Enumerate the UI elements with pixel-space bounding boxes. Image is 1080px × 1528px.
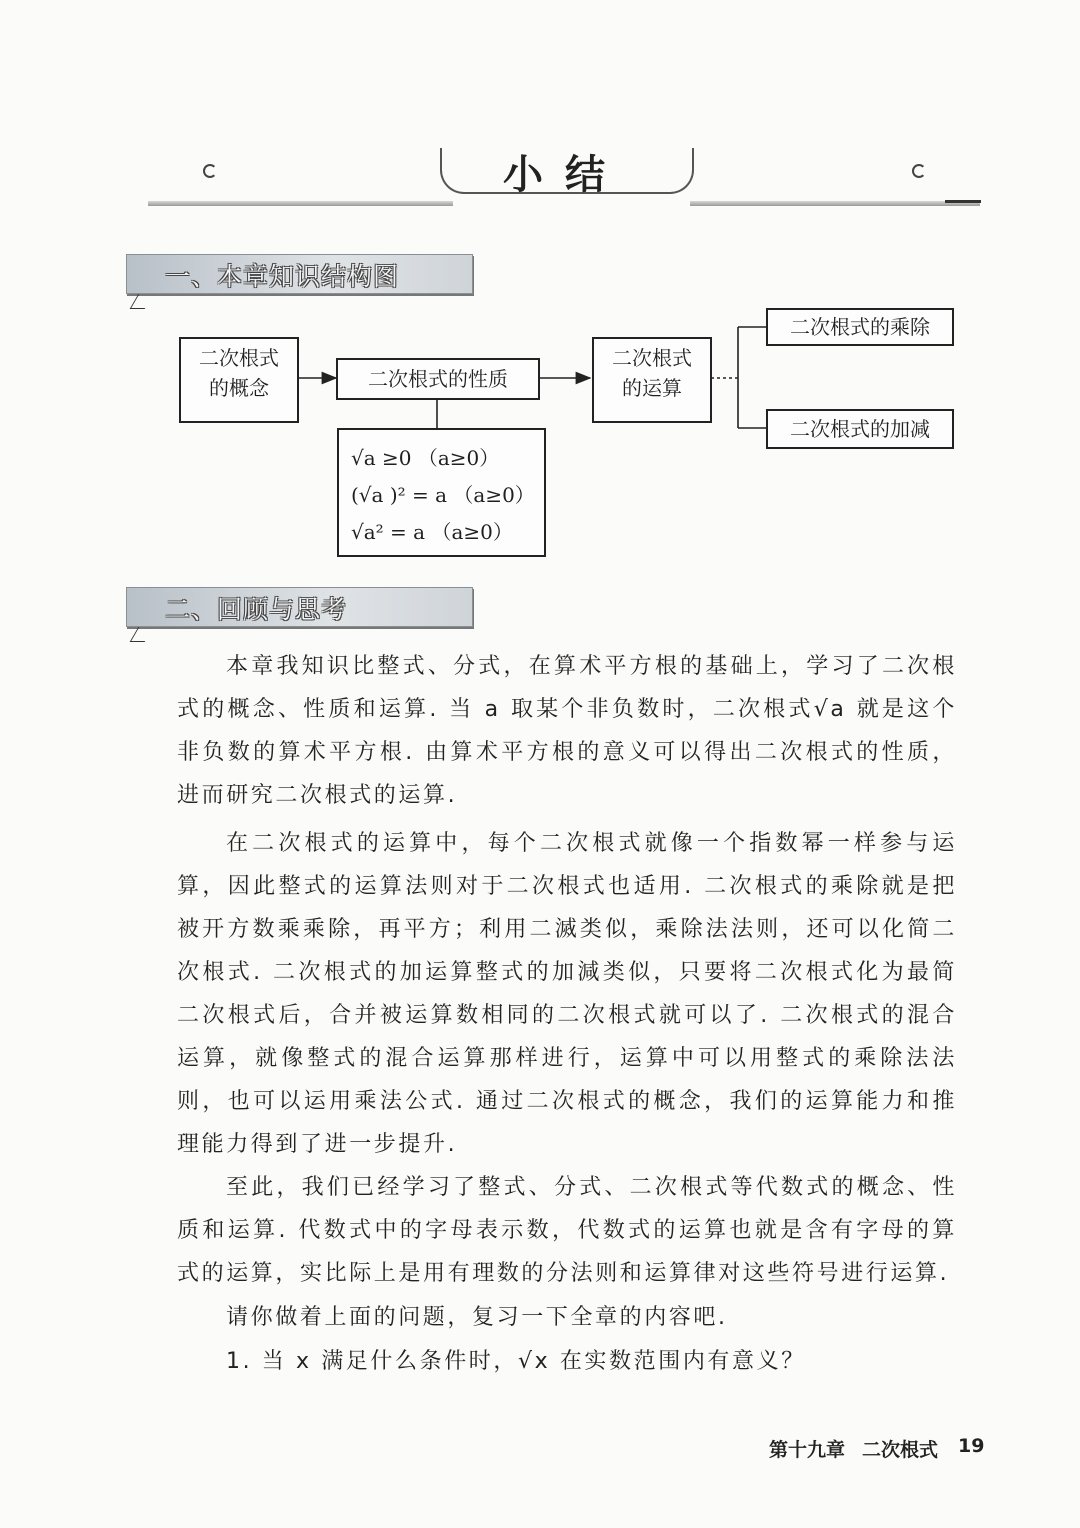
- paragraph-intro: 本章我知识比整式、分式，在算术平方根的基础上，学习了二次根式的概念、性质和运算. 当 a 取某个非负数时，二次根式√a 就是这个非负数的算术平方根. 由算术平方根的意义可以得出二次根式的性质，进而研究二次根式的运算.: [177, 654, 957, 808]
- formula-square-of-root: (√a )² = a （a≥0）: [351, 483, 535, 507]
- formula-root-of-square: √a² = a （a≥0）: [351, 520, 513, 544]
- section-heading-structure-text: 一、本章知识结构图: [165, 262, 400, 291]
- node-concept: [179, 337, 299, 423]
- section-tick-icon: [130, 627, 154, 642]
- section-heading-review: [126, 587, 473, 627]
- node-properties: 二次根式的性质: [336, 358, 540, 400]
- node-concept-line1: 二次根式: [199, 346, 279, 370]
- footer-page-number: 19: [958, 1435, 985, 1457]
- footer-chapter-name: 二次根式: [862, 1439, 939, 1461]
- paragraph-summary: 至此，我们已经学习了整式、分式、二次根式等代数式的概念、性质和运算. 代数式中的字母表示数，代数式的运算也就是含有字母的算式的运算，实比际上是用有理数的分法则和运算律对这些符号进行运算.: [177, 1175, 957, 1286]
- node-concept-line2: 的概念: [209, 376, 269, 400]
- footer-chapter: 第十九章: [769, 1439, 846, 1461]
- formula-nonneg: √a ≥0 （a≥0）: [351, 446, 500, 470]
- node-operations-line2: 的运算: [622, 376, 682, 400]
- node-mul-div: 二次根式的乘除: [766, 308, 954, 346]
- node-add-sub: 二次根式的加减: [766, 409, 954, 449]
- node-operations-line1: 二次根式: [612, 346, 692, 370]
- paragraph-prompt: 请你做着上面的问题，复习一下全章的内容吧.: [226, 1305, 728, 1330]
- paragraph-operations: 在二次根式的运算中，每个二次根式就像一个指数幂一样参与运算，因此整式的运算法则对于二次根式也适用. 二次根式的乘除就是把被开方数乘乘除，再平方；利用二滅类似，乘除法法则，还可以化简二次根式. 二次根式的加运算整式的加減类似，只要将二次根式化为最简二次根式后，合并被运算数相同的二次根式就可以了. 二次根式的混合运算，就像整式的混合运算那样进行，运算中可以用整式的乘除法法则，也可以运用乘法公式. 通过二次根式的概念，我们的运算能力和推理能力得到了进一步提升.: [177, 831, 957, 1157]
- node-operations: [592, 337, 712, 423]
- section-heading-review-text: 二、回顾与思考: [165, 595, 348, 624]
- page-title: 小结: [503, 152, 627, 198]
- question-1: 1. 当 x 满足什么条件时，√x 在实数范围内有意义？: [226, 1349, 806, 1374]
- formula-box: [337, 428, 546, 557]
